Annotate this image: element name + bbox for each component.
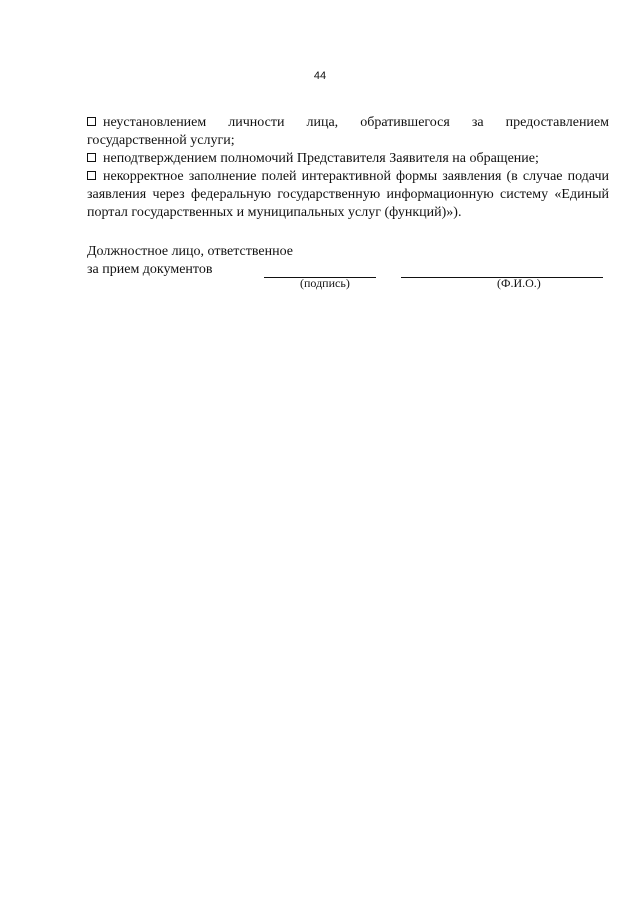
item-text: некорректное заполнение полей интерактивной формы заявления (в случае подачи заявления через федеральную государственную информационную систему «Единый портал государственных и муниципальных услуг (функций)»). bbox=[87, 169, 609, 220]
item-text: неустановлением личности лица, обратившегося за предоставлением государственной услуги; bbox=[87, 115, 609, 148]
reasons-list bbox=[87, 114, 609, 222]
checkbox-empty-icon bbox=[87, 171, 96, 180]
official-title-line2: за прием документов bbox=[87, 262, 213, 277]
checkbox-empty-icon bbox=[87, 153, 96, 162]
list-item bbox=[87, 114, 609, 150]
signature-caption: (подпись) bbox=[300, 276, 350, 290]
official-title-line1: Должностное лицо, ответственное bbox=[87, 244, 293, 259]
item-text: неподтверждением полномочий Представителя Заявителя на обращение; bbox=[103, 151, 539, 166]
page-number: 44 bbox=[313, 70, 327, 82]
name-caption: (Ф.И.О.) bbox=[497, 276, 541, 290]
checkbox-empty-icon bbox=[87, 117, 96, 126]
list-item bbox=[87, 168, 609, 222]
list-item bbox=[87, 150, 609, 168]
signature-block bbox=[87, 243, 607, 279]
